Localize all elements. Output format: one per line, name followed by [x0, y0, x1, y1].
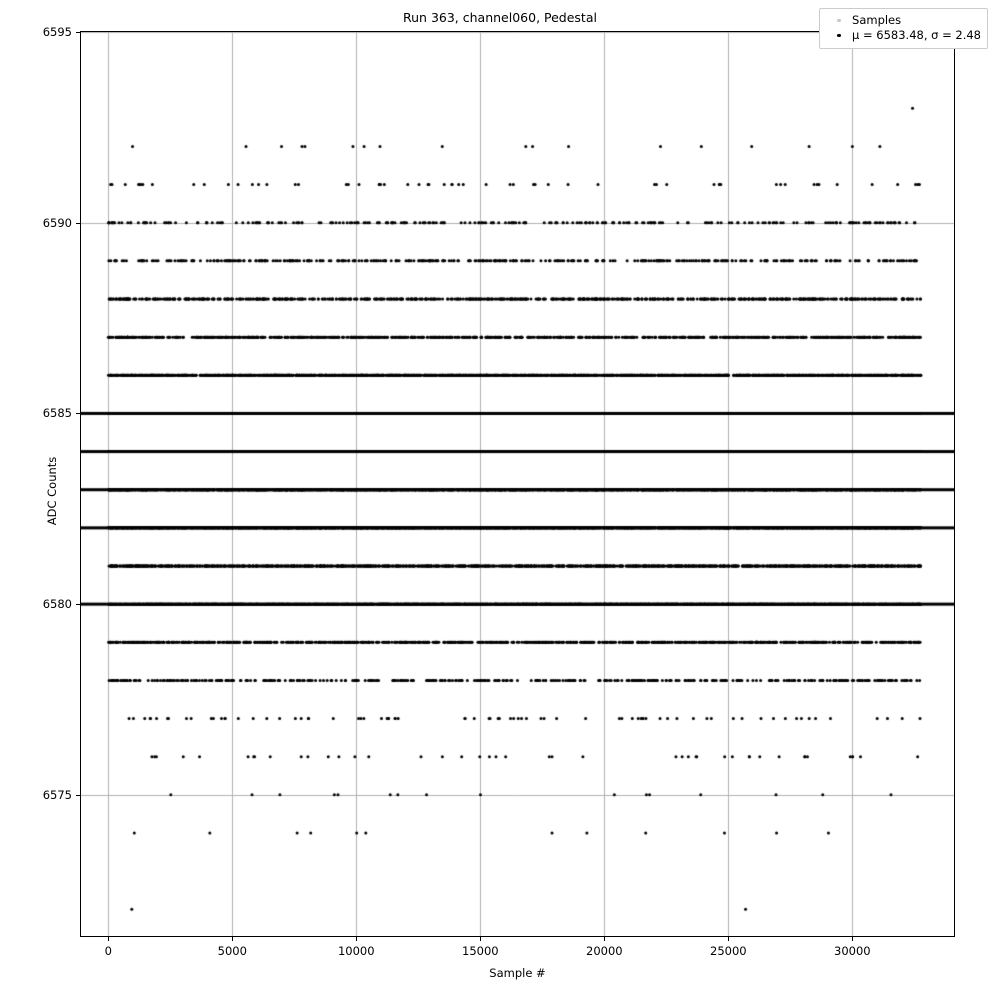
x-tick-label: 5000: [217, 944, 247, 958]
y-tick-mark: [76, 32, 80, 33]
y-tick-label: 6580: [42, 597, 72, 612]
y-tick-label: 6595: [42, 25, 72, 39]
x-tick-label: 15000: [462, 944, 499, 958]
x-tick-label: 10000: [337, 944, 375, 958]
plot-area: [80, 31, 955, 937]
y-tick-mark: [76, 413, 80, 414]
y-tick-label: 6585: [42, 406, 72, 421]
x-tick-label: 30000: [834, 944, 871, 958]
scatter-canvas: [81, 32, 954, 936]
legend-marker-samples-icon: [826, 28, 852, 43]
x-tick-mark: [480, 937, 481, 941]
y-tick-label: 6590: [42, 215, 72, 230]
x-axis-label: Sample #: [489, 966, 546, 980]
legend-title: Samples: [852, 13, 902, 27]
x-tick-label: 25000: [710, 944, 747, 958]
legend-stats-row: [826, 28, 981, 43]
y-tick-mark: [76, 604, 80, 605]
y-axis-label: ADC Counts: [45, 456, 59, 526]
x-tick-mark: [604, 937, 605, 941]
y-tick-mark: [76, 223, 80, 224]
x-tick-mark: [108, 937, 109, 941]
page-title: Run 363, channel060, Pedestal: [403, 10, 597, 25]
y-tick-label: 6575: [42, 787, 72, 802]
x-tick-label: 0: [104, 944, 112, 958]
legend-marker-faint-icon: [826, 13, 852, 28]
x-tick-mark: [728, 937, 729, 941]
x-tick-mark: [232, 937, 233, 941]
legend: [819, 8, 988, 49]
legend-stats-label: μ = 6583.48, σ = 2.48: [852, 28, 981, 42]
x-tick-mark: [852, 937, 853, 941]
x-tick-label: 20000: [586, 944, 623, 958]
x-tick-mark: [356, 937, 357, 941]
y-tick-mark: [76, 795, 80, 796]
legend-title-row: [826, 13, 981, 28]
